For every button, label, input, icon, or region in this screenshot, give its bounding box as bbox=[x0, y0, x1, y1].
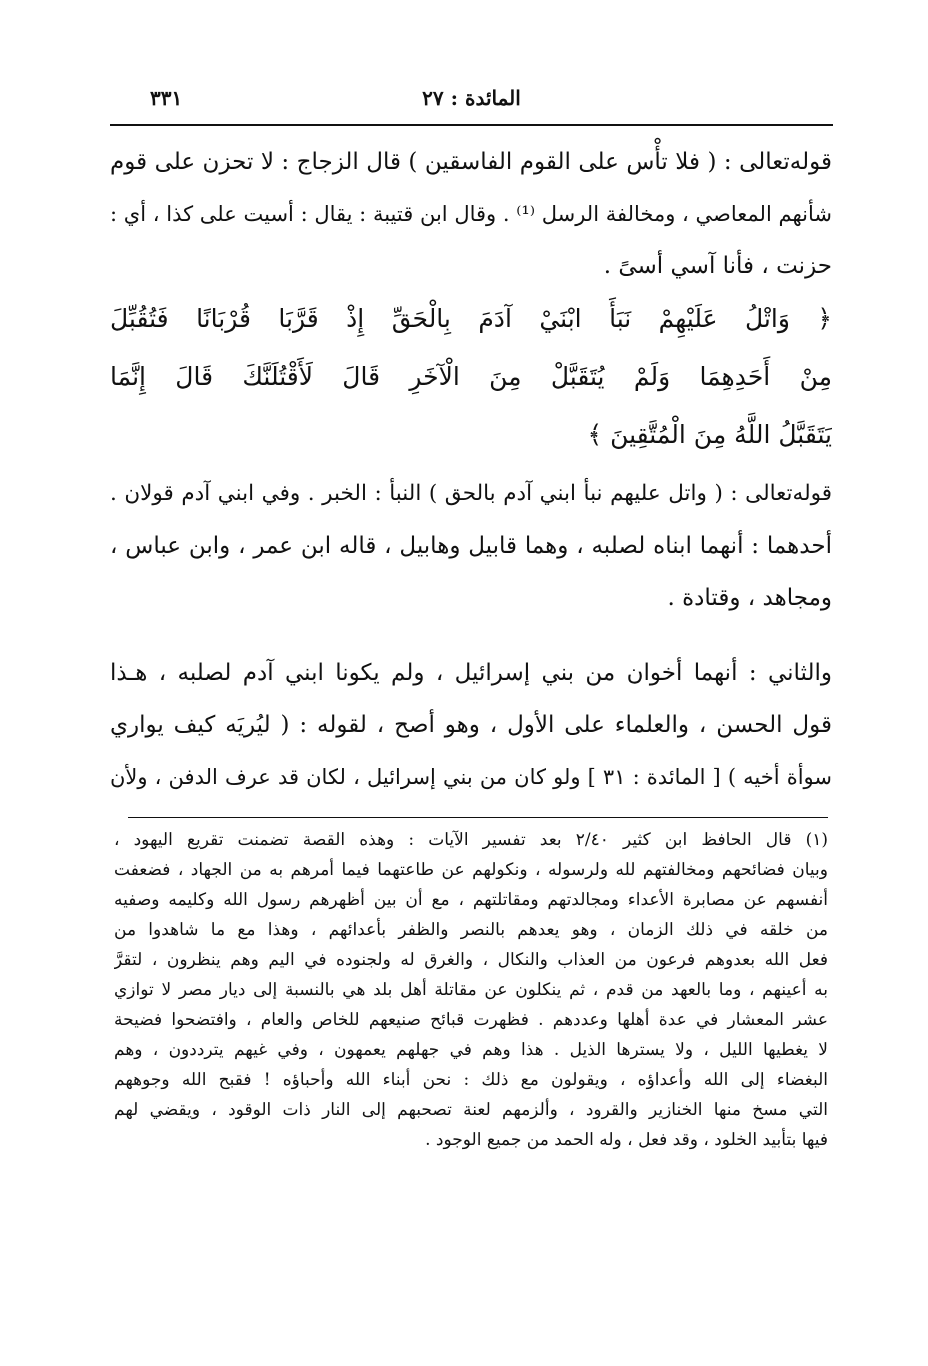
text-line: قوله‌تعالى : ( فلا تأْس على القوم الفاسقين ) قال الزجاج : لا تحزن على قوم bbox=[110, 149, 832, 175]
footnote-rule bbox=[128, 817, 828, 818]
text-line: أحدهما : أنهما ابناه لصلبه ، وهما قابيل وهابيل ، قاله ابن عمر ، وابن عباس ، bbox=[110, 533, 832, 559]
text-line: سوأة أخيه ) [ المائدة : ٣١ ] ولو كان من بني إسرائيل ، لكان قد عرف الدفن ، ولأن bbox=[110, 765, 832, 789]
verse-line: ﴿ وَاتْلُ عَلَيْهِمْ نَبَأَ ابْنَيْ آدَمَ بِالْحَقِّ إِذْ قَرَّبَا قُرْبَانًا فَتُقُبِّلَ bbox=[110, 304, 832, 333]
footnote-line: فيها بتأبيد الخلود ، وقد فعل ، وله الحمد من جميع الوجود . bbox=[425, 1130, 828, 1150]
footnote-line: البغضاء إلى الله وأعداؤه ، ويقولون مع ذلك : نحن أبناء الله وأحباؤه ! فقبح الله وجوههم bbox=[114, 1070, 828, 1090]
text-line: حزنت ، فأنا آسي أسىً . bbox=[603, 253, 832, 279]
verse-line: مِنْ أَحَدِهِمَا وَلَمْ يُتَقَبَّلْ مِنَ الْآخَرِ قَالَ لَأَقْتُلَنَّكَ قَالَ إِنَّمَا bbox=[110, 362, 832, 391]
paragraph-zajjaj bbox=[110, 136, 832, 292]
text-line: قوله‌تعالى : ( واتل عليهم نبأ ابني آدم بالحق ) النبأ : الخبر . وفي ابني آدم قولان . bbox=[110, 481, 832, 506]
quran-verse bbox=[110, 290, 832, 464]
verse-line: يَتَقَبَّلُ اللَّهُ مِنَ الْمُتَّقِينَ ﴾ bbox=[587, 420, 832, 449]
footnote-line: (١) قال الحافظ ابن كثير ٢/٤٠ بعد تفسير الآيات : وهذه القصة تضمنت تقريع اليهود ، bbox=[114, 830, 828, 850]
text-line: قول الحسن ، والعلماء على الأول ، وهو أصح ، لقوله : ( ليُريَه كيف يواري bbox=[110, 712, 832, 738]
footnote-line: لا يغطيها الليل ، ولا يسترها الذيل . هذا وهم في جهلهم يعمهون ، وفي غيهم يترددون ، وهم bbox=[114, 1040, 828, 1060]
footnote-line: التي مسخ منها الخنازير والقرود ، وألزمهم لعنة تصحبهم إلى النار ذات الوقود ، ويقضي لهم bbox=[114, 1100, 828, 1120]
header-rule bbox=[110, 124, 833, 126]
footnote-line: فعل الله بعدوهم فرعون من العذاب والنكال ، والغرق له ولجنوده في اليم وهم ينظرون ، لتقرَّ bbox=[114, 950, 828, 970]
text-line: شأنهم المعاصي ، ومخالفة الرسل ⁽¹⁾ . وقال ابن قتيبة : يقال : أسيت على كذا ، أي : bbox=[110, 202, 832, 226]
footnote-line: عشر المعشار في عدة أهلها وعددهم . فظهرت قبائح صنيعهم للخاص والعام ، وافتضحوا فضيحة bbox=[114, 1010, 828, 1030]
paragraph-sons-of-adam bbox=[110, 468, 832, 624]
page-number: ٣٣١ bbox=[150, 86, 183, 110]
footnote-line: من خلقه في ذلك الزمان ، وهو يعدهم بالنصر والظفر بأعدائهم ، وهذا مع ما شاهدوا من bbox=[114, 920, 828, 940]
paragraph-second-opinion bbox=[110, 647, 832, 803]
running-header bbox=[110, 84, 833, 120]
footnote-line: أنفسهم عن مصابرة الأعداء ومجالدتهم ومقاتلتهم ، مع أن بين أظهرهم رسول الله وكليمه وصفيه bbox=[114, 890, 828, 910]
text-line: والثاني : أنهما أخوان من بني إسرائيل ، ولم يكونا ابني آدم لصلبه ، هـذا bbox=[110, 660, 832, 686]
footnote-line: به أعينهم ، وما بالعهد من قدم ، ثم ينكلون عن مقاتلة أهل بلد هي بالنسبة إلى ديار مصر لا توازي bbox=[114, 980, 828, 1000]
chapter-title: المائدة : ٢٧ bbox=[422, 86, 521, 110]
text-line: ومجاهد ، وقتادة . bbox=[667, 585, 832, 611]
footnote bbox=[114, 825, 828, 1155]
footnote-line: وبيان فضائحهم ومخالفتهم لله ولرسوله ، ونكولهم عن طاعتهما فيما أمرهم به من الجهاد ، فضعفت bbox=[114, 860, 828, 880]
